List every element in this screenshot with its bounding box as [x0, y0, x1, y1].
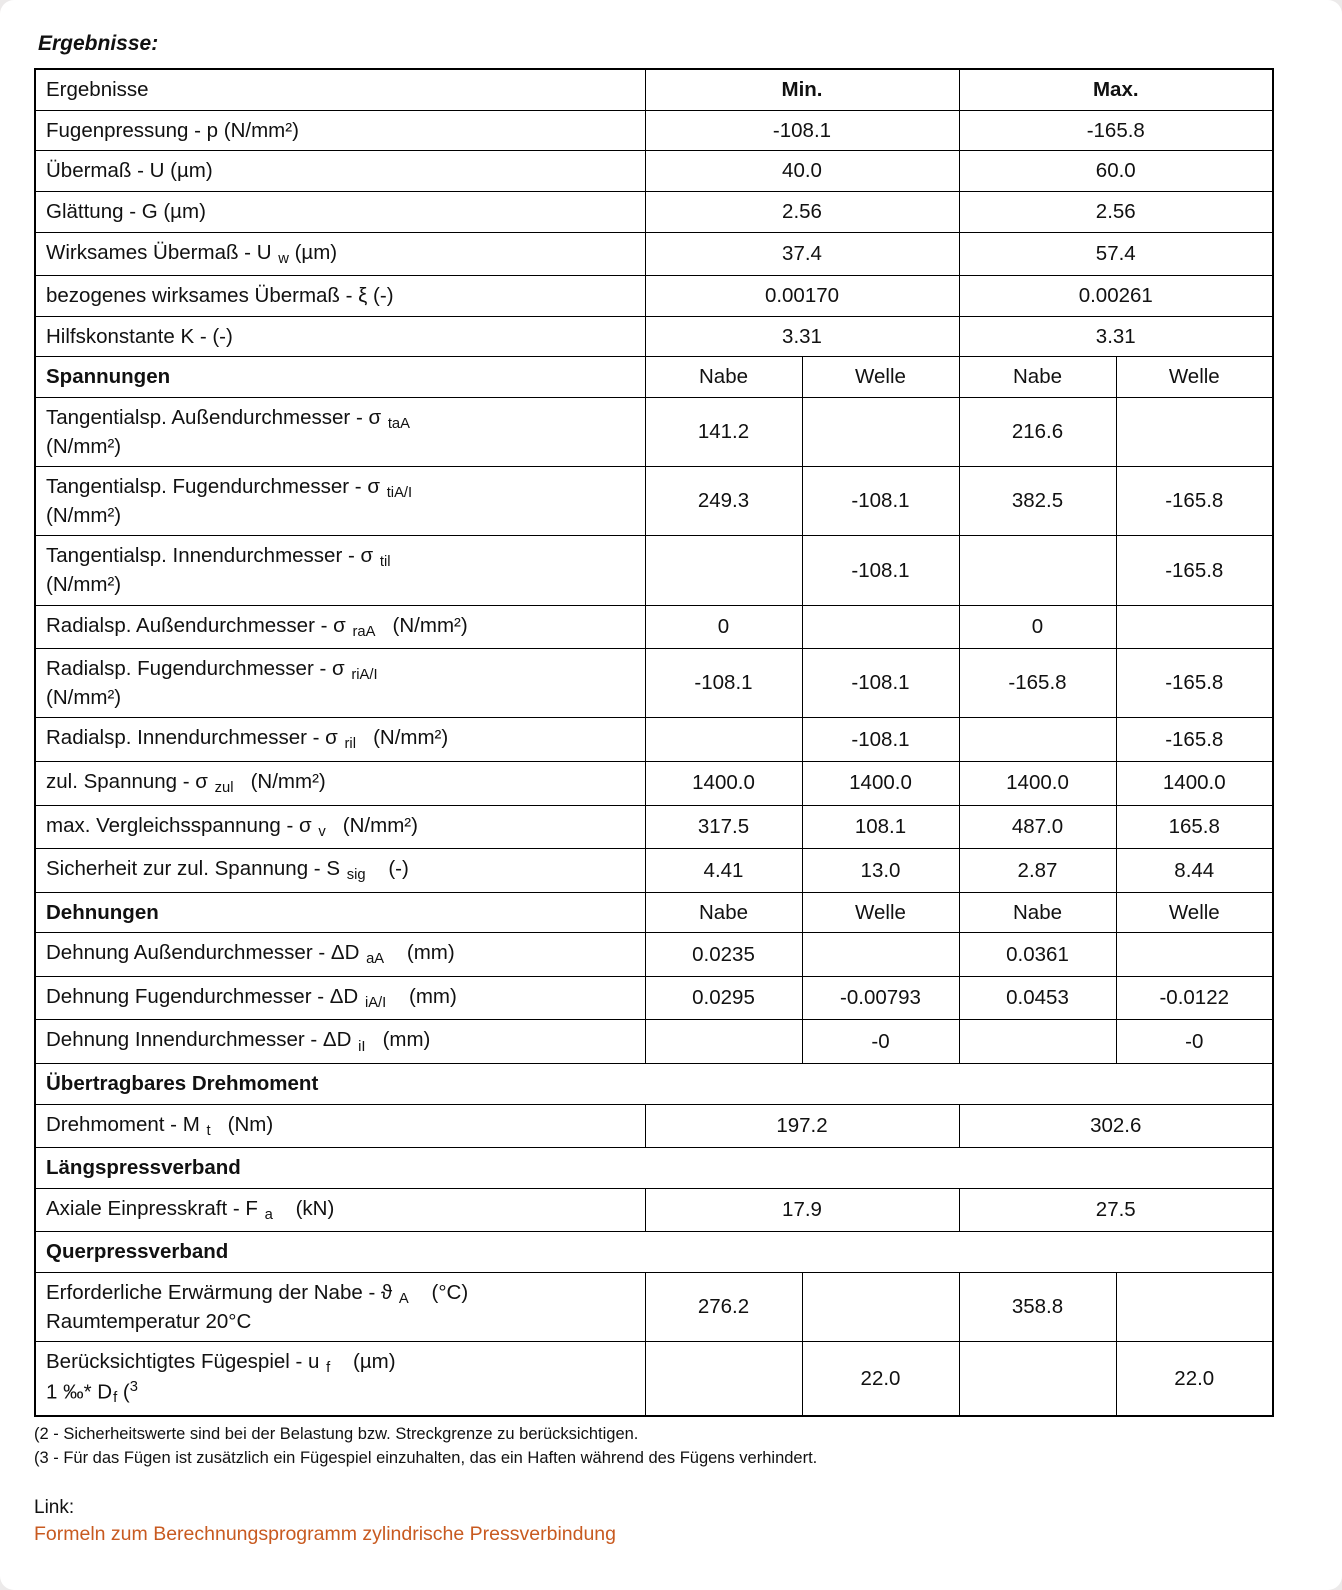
row-max-nabe: 0 [959, 605, 1116, 649]
row-max-nabe: 0.0453 [959, 976, 1116, 1020]
row-max-welle: -165.8 [1116, 649, 1273, 718]
row-min-welle [802, 397, 959, 466]
row-max-nabe [959, 718, 1116, 762]
row-max: 60.0 [959, 151, 1273, 192]
footnote-2: (2 - Sicherheitswerte sind bei der Belastung bzw. Streckgrenze zu berücksichtigen. [34, 1424, 639, 1443]
row-label: Radialsp. Außendurchmesser - σ $_{raA}$ (N/mm²) [35, 605, 645, 649]
row-max-nabe: -165.8 [959, 649, 1116, 718]
row-max-welle: 8.44 [1116, 849, 1273, 893]
table-row [35, 805, 1273, 849]
subheader-nabe-min: Nabe [645, 357, 802, 398]
row-min-nabe: 4.41 [645, 849, 802, 893]
subheader-welle-max: Welle [1116, 357, 1273, 398]
row-max-welle [1116, 933, 1273, 977]
row-min-nabe: 276.2 [645, 1273, 802, 1342]
table-row [35, 536, 1273, 605]
row-label: Erforderliche Erwärmung der Nabe - ϑ $_A$ (°C) Raumtemperatur 20°C [35, 1273, 645, 1342]
subheader-welle-min: Welle [802, 892, 959, 933]
row-max-nabe: 2.87 [959, 849, 1116, 893]
table-row [35, 605, 1273, 649]
row-max-welle: -165.8 [1116, 718, 1273, 762]
row-min-nabe [645, 718, 802, 762]
table-row [35, 1020, 1273, 1064]
row-label: zul. Spannung - σ $_{zul}$ (N/mm²) [35, 761, 645, 805]
row-max-nabe: 216.6 [959, 397, 1116, 466]
row-label: Übermaß - U (µm) [35, 151, 645, 192]
table-row [35, 1342, 1273, 1416]
row-min-nabe: 0.0295 [645, 976, 802, 1020]
group-row-dehnungen [35, 892, 1273, 933]
row-min: 37.4 [645, 232, 959, 276]
row-min-welle: -108.1 [802, 649, 959, 718]
table-row [35, 316, 1273, 357]
row-max: 27.5 [959, 1188, 1273, 1232]
subheader-nabe-max: Nabe [959, 892, 1116, 933]
row-min-nabe [645, 536, 802, 605]
row-label: Dehnung Fugendurchmesser - ΔD $_{iA/I}$ (mm) [35, 976, 645, 1020]
row-min-welle: 108.1 [802, 805, 959, 849]
row-max-welle [1116, 605, 1273, 649]
row-min: 17.9 [645, 1188, 959, 1232]
table-row [35, 761, 1273, 805]
formula-link[interactable]: Formeln zum Berechnungsprogramm zylindrische Pressverbindung [34, 1522, 617, 1545]
row-max: 0.00261 [959, 276, 1273, 317]
table-row [35, 1188, 1273, 1232]
row-label: Radialsp. Innendurchmesser - σ $_{ril}$ (N/mm²) [35, 718, 645, 762]
row-max-welle: -165.8 [1116, 536, 1273, 605]
row-min-nabe: 1400.0 [645, 761, 802, 805]
table-row [35, 110, 1273, 151]
row-min: 40.0 [645, 151, 959, 192]
row-min-nabe: 249.3 [645, 467, 802, 536]
row-label: max. Vergleichsspannung - σ $_v$ (N/mm²) [35, 805, 645, 849]
row-max: 3.31 [959, 316, 1273, 357]
row-max-welle: 165.8 [1116, 805, 1273, 849]
group-label: Spannungen [35, 357, 645, 398]
table-row [35, 276, 1273, 317]
row-min: 197.2 [645, 1104, 959, 1148]
row-max-nabe: 1400.0 [959, 761, 1116, 805]
row-min-nabe: 317.5 [645, 805, 802, 849]
table-row [35, 151, 1273, 192]
row-max-welle [1116, 397, 1273, 466]
row-max-welle: -0 [1116, 1020, 1273, 1064]
row-max: 2.56 [959, 191, 1273, 232]
row-min-welle: 13.0 [802, 849, 959, 893]
row-min-welle: -0 [802, 1020, 959, 1064]
table-row [35, 397, 1273, 466]
group-label: Übertragbares Drehmoment [35, 1064, 1273, 1105]
link-section [34, 1497, 1312, 1546]
group-row-laengspressverband [35, 1148, 1273, 1189]
group-row-querpressverband [35, 1232, 1273, 1273]
subheader-nabe-max: Nabe [959, 357, 1116, 398]
row-max-welle: -0.0122 [1116, 976, 1273, 1020]
row-max: 57.4 [959, 232, 1273, 276]
row-max-nabe: 487.0 [959, 805, 1116, 849]
row-label: Dehnung Innendurchmesser - ΔD $_{iI}$ (mm) [35, 1020, 645, 1064]
group-row-drehmoment [35, 1064, 1273, 1105]
row-label: Axiale Einpresskraft - F $_a$ (kN) [35, 1188, 645, 1232]
row-min-nabe: 141.2 [645, 397, 802, 466]
table-row [35, 976, 1273, 1020]
row-label: Drehmoment - M $_t$ (Nm) [35, 1104, 645, 1148]
table-row [35, 1104, 1273, 1148]
header-label: Ergebnisse [35, 69, 645, 110]
row-min-welle: 22.0 [802, 1342, 959, 1416]
row-max-nabe [959, 1342, 1116, 1416]
subheader-nabe-min: Nabe [645, 892, 802, 933]
table-row [35, 849, 1273, 893]
row-max-welle: 22.0 [1116, 1342, 1273, 1416]
row-max-welle: 1400.0 [1116, 761, 1273, 805]
row-min-welle: -108.1 [802, 536, 959, 605]
row-label: Berücksichtigtes Fügespiel - u $_f$ (µm) 1 ‰* $D_f$ ($^3$ [35, 1342, 645, 1416]
row-min-welle [802, 933, 959, 977]
table-row [35, 718, 1273, 762]
row-min-welle [802, 605, 959, 649]
row-label: Tangentialsp. Innendurchmesser - σ $_{til}$ (N/mm²) [35, 536, 645, 605]
row-label: Sicherheit zur zul. Spannung - S $_{sig}$ (-) [35, 849, 645, 893]
footnote-3: (3 - Für das Fügen ist zusätzlich ein Fügespiel einzuhalten, das ein Haften während des Fügens verhindert. [34, 1448, 818, 1467]
row-label: Fugenpressung - p (N/mm²) [35, 110, 645, 151]
row-max-nabe [959, 536, 1116, 605]
row-label: bezogenes wirksames Übermaß - ξ (-) [35, 276, 645, 317]
row-min-nabe [645, 1020, 802, 1064]
row-min: -108.1 [645, 110, 959, 151]
table-row [35, 191, 1273, 232]
row-min-nabe: 0 [645, 605, 802, 649]
row-min-nabe: 0.0235 [645, 933, 802, 977]
row-max-nabe: 0.0361 [959, 933, 1116, 977]
table-row [35, 467, 1273, 536]
row-max-nabe: 382.5 [959, 467, 1116, 536]
table-row [35, 232, 1273, 276]
row-min-nabe [645, 1342, 802, 1416]
row-min: 2.56 [645, 191, 959, 232]
group-label: Längspressverband [35, 1148, 1273, 1189]
table-row [35, 1273, 1273, 1342]
row-min-nabe: -108.1 [645, 649, 802, 718]
table-row [35, 649, 1273, 718]
header-max: Max. [959, 69, 1273, 110]
row-label: Glättung - G (µm) [35, 191, 645, 232]
row-min-welle: -108.1 [802, 467, 959, 536]
row-label: Hilfskonstante K - (-) [35, 316, 645, 357]
row-label: Dehnung Außendurchmesser - ΔD $_{aA}$ (mm) [35, 933, 645, 977]
footnotes [34, 1423, 1312, 1471]
subheader-welle-min: Welle [802, 357, 959, 398]
group-label: Querpressverband [35, 1232, 1273, 1273]
subheader-welle-max: Welle [1116, 892, 1273, 933]
row-min: 3.31 [645, 316, 959, 357]
link-label: Link: [34, 1496, 75, 1518]
row-min-welle [802, 1273, 959, 1342]
row-label: Radialsp. Fugendurchmesser - σ $_{riA/I}$ (N/mm²) [35, 649, 645, 718]
row-min-welle: -108.1 [802, 718, 959, 762]
row-max-nabe [959, 1020, 1116, 1064]
table-row [35, 933, 1273, 977]
row-min: 0.00170 [645, 276, 959, 317]
page-title: Ergebnisse: [38, 32, 159, 55]
table-header-row [35, 69, 1273, 110]
row-max-welle [1116, 1273, 1273, 1342]
row-max-nabe: 358.8 [959, 1273, 1116, 1342]
row-max: -165.8 [959, 110, 1273, 151]
row-label: Wirksames Übermaß - U $_w$ (µm) [35, 232, 645, 276]
row-label: Tangentialsp. Fugendurchmesser - σ $_{tiA/I}$ (N/mm²) [35, 467, 645, 536]
row-max: 302.6 [959, 1104, 1273, 1148]
row-label: Tangentialsp. Außendurchmesser - σ $_{taA}$ (N/mm²) [35, 397, 645, 466]
header-min: Min. [645, 69, 959, 110]
row-min-welle: 1400.0 [802, 761, 959, 805]
group-row-spannungen [35, 357, 1273, 398]
row-min-welle: -0.00793 [802, 976, 959, 1020]
row-max-welle: -165.8 [1116, 467, 1273, 536]
group-label: Dehnungen [35, 892, 645, 933]
results-table [34, 68, 1274, 1417]
